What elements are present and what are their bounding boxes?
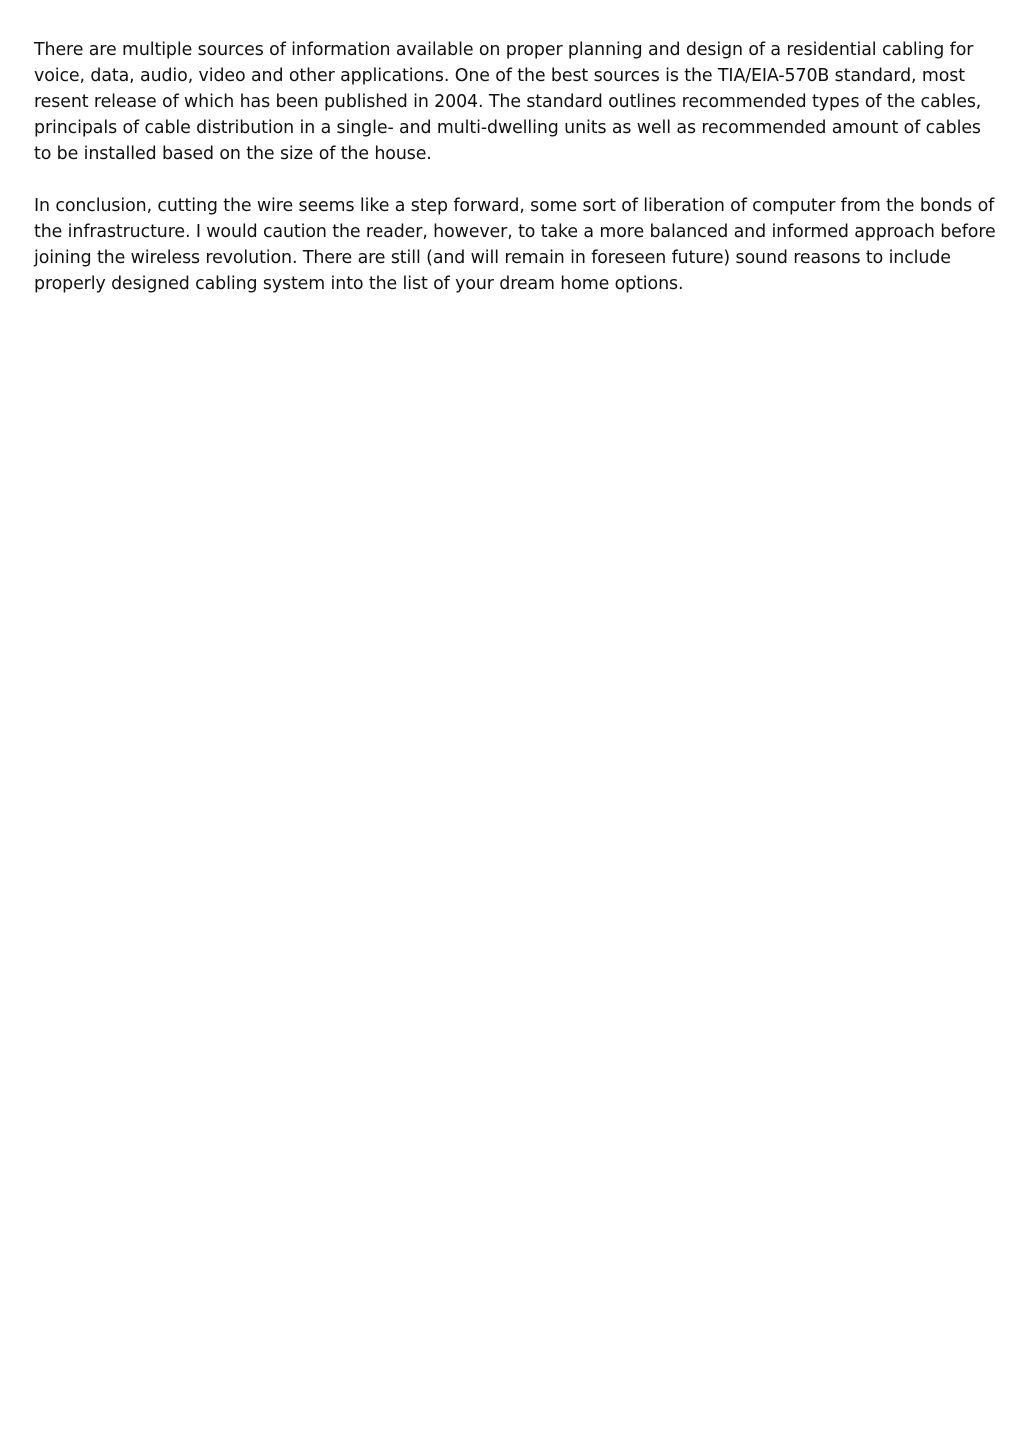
paragraph-conclusion: In conclusion, cutting the wire seems like a step forward, some sort of liberation of computer from the bonds of the infrastructure. I would caution the reader, however, to take a more balanced and informed approach before joining the wireless revolution. There are still (and will remain in foreseen future) sound reasons to include properly designed cabling system into the list of your dream home options.: [34, 196, 996, 294]
paragraph-residential-cabling-sources: There are multiple sources of information available on proper planning and design of a residential cabling for voice, data, audio, video and other applications. One of the best sources is the TIA/EIA-570B standard, most resent release of which has been published in 2004. The standard outlines recommended types of the cables, principals of cable distribution in a single- and multi-dwelling units as well as recommended amount of cables to be installed based on the size of the house.: [34, 40, 982, 164]
document-body: [34, 37, 996, 297]
